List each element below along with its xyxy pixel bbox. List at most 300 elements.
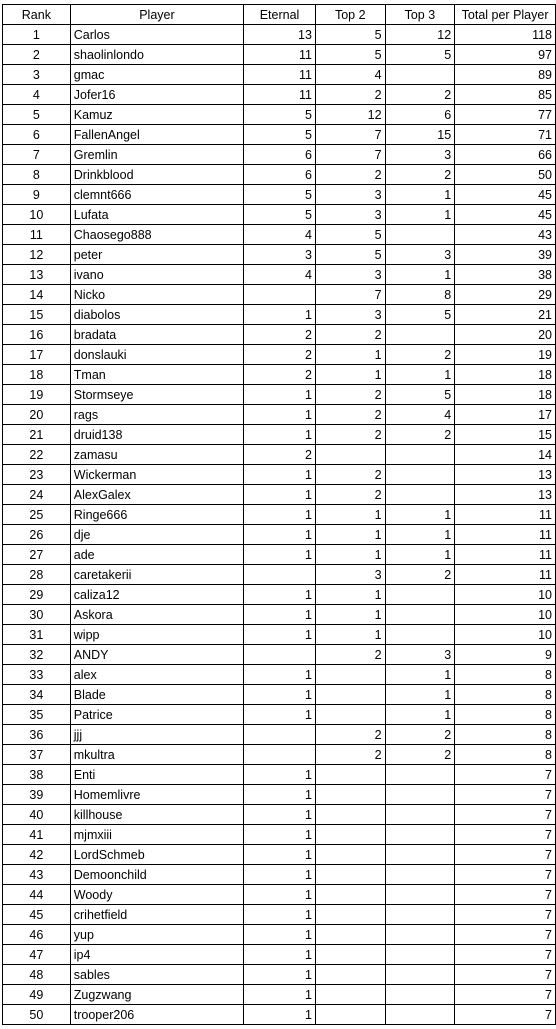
top2-cell [315,665,385,685]
eternal-cell: 5 [244,205,316,225]
rank-cell: 11 [3,225,71,245]
table-row [3,105,556,125]
total-cell: 77 [455,105,556,125]
rank-cell: 2 [3,45,71,65]
top2-cell [315,825,385,845]
top3-cell [385,465,455,485]
top2-cell: 5 [315,225,385,245]
total-cell: 39 [455,245,556,265]
table-row [3,145,556,165]
top2-cell: 3 [315,565,385,585]
rank-cell: 27 [3,545,71,565]
player-cell: peter [70,245,243,265]
top3-cell: 2 [385,425,455,445]
eternal-cell: 1 [244,625,316,645]
total-cell: 14 [455,445,556,465]
top2-cell: 2 [315,385,385,405]
table-row [3,985,556,1005]
eternal-cell: 1 [244,385,316,405]
total-cell: 7 [455,965,556,985]
table-row [3,605,556,625]
rank-cell: 41 [3,825,71,845]
top2-cell: 1 [315,365,385,385]
total-cell: 97 [455,45,556,65]
top2-cell [315,905,385,925]
top3-cell [385,845,455,865]
eternal-cell: 1 [244,765,316,785]
total-cell: 10 [455,585,556,605]
rank-cell: 5 [3,105,71,125]
table-row [3,205,556,225]
top3-cell: 2 [385,565,455,585]
eternal-cell: 3 [244,245,316,265]
eternal-cell: 4 [244,225,316,245]
top3-cell [385,905,455,925]
top2-cell: 2 [315,165,385,185]
total-cell: 71 [455,125,556,145]
total-cell: 7 [455,765,556,785]
player-cell: FallenAngel [70,125,243,145]
rank-cell: 49 [3,985,71,1005]
top3-cell: 3 [385,645,455,665]
eternal-cell [244,745,316,765]
rank-cell: 45 [3,905,71,925]
eternal-cell: 1 [244,985,316,1005]
table-row [3,305,556,325]
total-cell: 8 [455,685,556,705]
rank-cell: 29 [3,585,71,605]
total-cell: 7 [455,805,556,825]
top2-cell: 2 [315,745,385,765]
player-cell: mkultra [70,745,243,765]
player-cell: Wickerman [70,465,243,485]
player-cell: rags [70,405,243,425]
top3-cell [385,885,455,905]
top2-cell: 7 [315,285,385,305]
player-cell: Tman [70,365,243,385]
table-row [3,885,556,905]
eternal-cell: 1 [244,805,316,825]
rank-cell: 33 [3,665,71,685]
table-row [3,405,556,425]
eternal-cell: 1 [244,525,316,545]
header-top3: Top 3 [385,5,455,25]
rank-cell: 20 [3,405,71,425]
rank-cell: 23 [3,465,71,485]
rank-cell: 8 [3,165,71,185]
player-cell: clemnt666 [70,185,243,205]
rank-cell: 35 [3,705,71,725]
player-cell: caretakerii [70,565,243,585]
top3-cell: 2 [385,345,455,365]
total-cell: 45 [455,205,556,225]
table-row [3,425,556,445]
top3-cell [385,225,455,245]
rank-cell: 16 [3,325,71,345]
eternal-cell: 1 [244,425,316,445]
rank-cell: 7 [3,145,71,165]
leaderboard-table [2,4,556,1025]
top3-cell [385,325,455,345]
player-cell: Jofer16 [70,85,243,105]
eternal-cell: 13 [244,25,316,45]
eternal-cell: 1 [244,405,316,425]
table-row [3,685,556,705]
total-cell: 8 [455,725,556,745]
table-row [3,565,556,585]
rank-cell: 25 [3,505,71,525]
header-player: Player [70,5,243,25]
rank-cell: 4 [3,85,71,105]
top3-cell [385,925,455,945]
total-cell: 13 [455,485,556,505]
rank-cell: 34 [3,685,71,705]
top2-cell: 7 [315,125,385,145]
eternal-cell: 2 [244,325,316,345]
rank-cell: 38 [3,765,71,785]
top2-cell [315,785,385,805]
eternal-cell [244,645,316,665]
top2-cell [315,685,385,705]
table-row [3,65,556,85]
total-cell: 118 [455,25,556,45]
eternal-cell: 1 [244,865,316,885]
total-cell: 19 [455,345,556,365]
top2-cell: 7 [315,145,385,165]
total-cell: 7 [455,825,556,845]
top3-cell [385,625,455,645]
player-cell: trooper206 [70,1005,243,1025]
rank-cell: 28 [3,565,71,585]
rank-cell: 48 [3,965,71,985]
header-row [3,5,556,25]
top2-cell [315,765,385,785]
eternal-cell: 1 [244,465,316,485]
player-cell: Homemlivre [70,785,243,805]
top3-cell: 8 [385,285,455,305]
table-row [3,165,556,185]
top3-cell: 2 [385,165,455,185]
table-row [3,265,556,285]
total-cell: 17 [455,405,556,425]
eternal-cell: 6 [244,145,316,165]
top3-cell: 1 [385,665,455,685]
top2-cell [315,445,385,465]
top2-cell [315,705,385,725]
top3-cell [385,585,455,605]
total-cell: 11 [455,505,556,525]
player-cell: crihetfield [70,905,243,925]
top3-cell: 2 [385,85,455,105]
table-row [3,805,556,825]
player-cell: donslauki [70,345,243,365]
table-row [3,225,556,245]
top2-cell [315,965,385,985]
top2-cell [315,805,385,825]
top2-cell: 1 [315,585,385,605]
player-cell: sables [70,965,243,985]
table-row [3,185,556,205]
total-cell: 85 [455,85,556,105]
top2-cell: 3 [315,265,385,285]
player-cell: ade [70,545,243,565]
top3-cell: 12 [385,25,455,45]
player-cell: Gremlin [70,145,243,165]
total-cell: 10 [455,605,556,625]
total-cell: 18 [455,385,556,405]
total-cell: 13 [455,465,556,485]
top2-cell: 1 [315,525,385,545]
top2-cell [315,885,385,905]
player-cell: Lufata [70,205,243,225]
top2-cell [315,985,385,1005]
top3-cell [385,445,455,465]
table-row [3,585,556,605]
top2-cell: 3 [315,205,385,225]
total-cell: 18 [455,365,556,385]
total-cell: 7 [455,885,556,905]
top2-cell: 2 [315,645,385,665]
total-cell: 89 [455,65,556,85]
rank-cell: 31 [3,625,71,645]
rank-cell: 19 [3,385,71,405]
player-cell: bradata [70,325,243,345]
total-cell: 20 [455,325,556,345]
top3-cell: 5 [385,305,455,325]
top3-cell: 1 [385,365,455,385]
eternal-cell [244,285,316,305]
rank-cell: 15 [3,305,71,325]
table-row [3,245,556,265]
top2-cell: 4 [315,65,385,85]
player-cell: druid138 [70,425,243,445]
rank-cell: 47 [3,945,71,965]
top3-cell [385,945,455,965]
eternal-cell: 1 [244,305,316,325]
header-eternal: Eternal [244,5,316,25]
eternal-cell: 5 [244,125,316,145]
eternal-cell: 5 [244,185,316,205]
total-cell: 7 [455,905,556,925]
player-cell: zamasu [70,445,243,465]
eternal-cell: 11 [244,85,316,105]
rank-cell: 36 [3,725,71,745]
rank-cell: 12 [3,245,71,265]
table-row [3,925,556,945]
eternal-cell: 1 [244,685,316,705]
eternal-cell: 2 [244,445,316,465]
rank-cell: 42 [3,845,71,865]
rank-cell: 24 [3,485,71,505]
top3-cell: 4 [385,405,455,425]
player-cell: Carlos [70,25,243,45]
total-cell: 38 [455,265,556,285]
table-row [3,785,556,805]
top3-cell: 3 [385,245,455,265]
eternal-cell: 1 [244,485,316,505]
total-cell: 7 [455,1005,556,1025]
player-cell: ip4 [70,945,243,965]
top2-cell: 2 [315,725,385,745]
rank-cell: 17 [3,345,71,365]
top2-cell [315,945,385,965]
eternal-cell: 1 [244,665,316,685]
table-row [3,365,556,385]
eternal-cell [244,725,316,745]
eternal-cell: 1 [244,845,316,865]
table-row [3,345,556,365]
table-row [3,645,556,665]
table-row [3,845,556,865]
player-cell: Ringe666 [70,505,243,525]
top2-cell: 5 [315,25,385,45]
top3-cell: 3 [385,145,455,165]
top3-cell [385,605,455,625]
top3-cell: 2 [385,725,455,745]
top2-cell: 5 [315,45,385,65]
eternal-cell: 5 [244,105,316,125]
player-cell: yup [70,925,243,945]
top2-cell: 1 [315,545,385,565]
player-cell: Blade [70,685,243,705]
rank-cell: 50 [3,1005,71,1025]
top2-cell: 1 [315,505,385,525]
table-row [3,45,556,65]
total-cell: 11 [455,545,556,565]
player-cell: Demoonchild [70,865,243,885]
player-cell: Kamuz [70,105,243,125]
player-cell: Enti [70,765,243,785]
top3-cell: 1 [385,265,455,285]
top2-cell: 5 [315,245,385,265]
total-cell: 66 [455,145,556,165]
eternal-cell: 1 [244,825,316,845]
table-row [3,705,556,725]
table-row [3,285,556,305]
player-cell: killhouse [70,805,243,825]
top3-cell [385,65,455,85]
player-cell: AlexGalex [70,485,243,505]
total-cell: 7 [455,945,556,965]
top2-cell: 2 [315,465,385,485]
eternal-cell: 1 [244,945,316,965]
rank-cell: 43 [3,865,71,885]
table-row [3,325,556,345]
rank-cell: 1 [3,25,71,45]
table-row [3,465,556,485]
top3-cell [385,765,455,785]
top3-cell: 5 [385,45,455,65]
top3-cell: 6 [385,105,455,125]
top2-cell: 12 [315,105,385,125]
top3-cell: 15 [385,125,455,145]
player-cell: caliza12 [70,585,243,605]
table-row [3,625,556,645]
top2-cell: 2 [315,85,385,105]
top3-cell [385,805,455,825]
table-row [3,665,556,685]
rank-cell: 32 [3,645,71,665]
top3-cell: 1 [385,505,455,525]
eternal-cell: 1 [244,545,316,565]
rank-cell: 37 [3,745,71,765]
total-cell: 7 [455,925,556,945]
top2-cell: 2 [315,425,385,445]
table-row [3,745,556,765]
eternal-cell: 1 [244,705,316,725]
total-cell: 7 [455,865,556,885]
top3-cell: 1 [385,205,455,225]
top3-cell: 2 [385,745,455,765]
player-cell: Patrice [70,705,243,725]
rank-cell: 21 [3,425,71,445]
player-cell: Askora [70,605,243,625]
top3-cell [385,865,455,885]
player-cell: Stormseye [70,385,243,405]
table-row [3,385,556,405]
eternal-cell: 4 [244,265,316,285]
table-row [3,825,556,845]
top2-cell: 3 [315,185,385,205]
top3-cell [385,485,455,505]
total-cell: 43 [455,225,556,245]
player-cell: diabolos [70,305,243,325]
player-cell: dje [70,525,243,545]
table-row [3,485,556,505]
total-cell: 50 [455,165,556,185]
table-row [3,85,556,105]
rank-cell: 44 [3,885,71,905]
top2-cell [315,845,385,865]
header-top2: Top 2 [315,5,385,25]
rank-cell: 14 [3,285,71,305]
top2-cell [315,865,385,885]
total-cell: 7 [455,845,556,865]
total-cell: 11 [455,525,556,545]
eternal-cell [244,565,316,585]
rank-cell: 30 [3,605,71,625]
table-row [3,905,556,925]
table-row [3,505,556,525]
rank-cell: 26 [3,525,71,545]
player-cell: jjj [70,725,243,745]
player-cell: Nicko [70,285,243,305]
total-cell: 10 [455,625,556,645]
eternal-cell: 6 [244,165,316,185]
rank-cell: 3 [3,65,71,85]
player-cell: shaolinlondo [70,45,243,65]
rank-cell: 6 [3,125,71,145]
player-cell: Woody [70,885,243,905]
top2-cell: 2 [315,405,385,425]
eternal-cell: 1 [244,885,316,905]
total-cell: 9 [455,645,556,665]
player-cell: alex [70,665,243,685]
eternal-cell: 1 [244,925,316,945]
top2-cell: 2 [315,485,385,505]
eternal-cell: 1 [244,505,316,525]
player-cell: LordSchmeb [70,845,243,865]
player-cell: Zugzwang [70,985,243,1005]
top2-cell [315,1005,385,1025]
table-row [3,865,556,885]
rank-cell: 46 [3,925,71,945]
eternal-cell: 1 [244,905,316,925]
header-total: Total per Player [455,5,556,25]
table-row [3,725,556,745]
total-cell: 7 [455,985,556,1005]
player-cell: Drinkblood [70,165,243,185]
